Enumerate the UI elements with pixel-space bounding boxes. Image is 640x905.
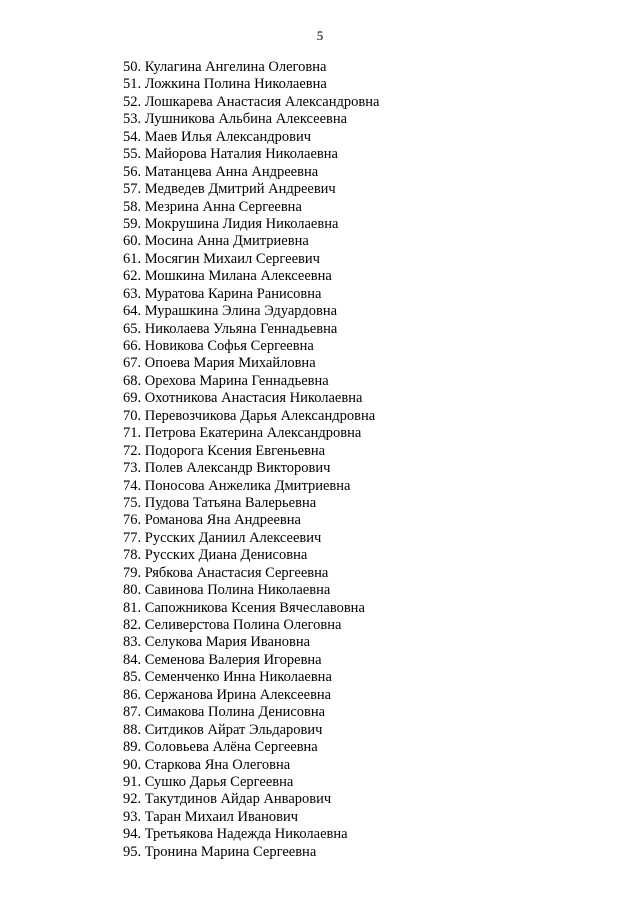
list-item: 92. Такутдинов Айдар Анварович xyxy=(123,791,332,808)
list-item: 85. Семенченко Инна Николаевна xyxy=(123,669,332,686)
list-item: 52. Лошкарева Анастасия Александровна xyxy=(123,93,380,110)
list-item: 61. Мосягин Михаил Сергеевич xyxy=(123,250,320,267)
list-item: 63. Муратова Карина Ранисовна xyxy=(123,285,322,302)
list-item: 72. Подорога Ксения Евгеньевна xyxy=(123,442,326,459)
list-item: 82. Селиверстова Полина Олеговна xyxy=(123,617,342,633)
list-item: 64. Мурашкина Элина Эдуардовна xyxy=(123,303,338,320)
list-item: 88. Ситдиков Айрат Эльдарович xyxy=(123,721,323,738)
list-item: 94. Третьякова Надежда Николаевна xyxy=(123,826,348,843)
list-item: 51. Ложкина Полина Николаевна xyxy=(123,76,327,93)
list-item: 71. Петрова Екатерина Александровна xyxy=(123,425,362,442)
list-item: 79. Рябкова Анастасия Сергеевна xyxy=(123,564,329,581)
list-item: 81. Сапожникова Ксения Вячеславовна xyxy=(123,599,365,616)
list-item: 53. Лушникова Альбина Алексеевна xyxy=(123,111,348,128)
list-item: 56. Матанцева Анна Андреевна xyxy=(123,163,319,180)
list-item: 90. Старкова Яна Олеговна xyxy=(123,756,291,773)
list-item: 84. Семенова Валерия Игоревна xyxy=(123,651,322,668)
list-item: 80. Савинова Полина Николаевна xyxy=(123,582,331,599)
list-item: 77. Русских Даниил Алексеевич xyxy=(123,529,322,546)
list-item: 75. Пудова Татьяна Валерьевна xyxy=(123,494,317,511)
list-item: 78. Русских Диана Денисовна xyxy=(123,547,308,564)
list-item: 55. Майорова Наталия Николаевна xyxy=(123,146,338,163)
list-item: 70. Перевозчикова Дарья Александровна xyxy=(123,407,376,424)
list-item: 68. Орехова Марина Геннадьевна xyxy=(123,372,329,389)
list-item: 69. Охотникова Анастасия Николаевна xyxy=(123,390,363,407)
list-item: 65. Николаева Ульяна Геннадьевна xyxy=(123,320,338,337)
list-item: 89. Соловьева Алёна Сергеевна xyxy=(123,739,318,756)
name-list xyxy=(123,59,379,861)
list-item: 54. Маев Илья Александрович xyxy=(123,128,312,145)
list-item: 93. Таран Михаил Иванович xyxy=(123,808,298,825)
list-item: 60. Мосина Анна Дмитриевна xyxy=(123,233,309,250)
list-item: 74. Поносова Анжелика Дмитриевна xyxy=(123,477,351,494)
list-item: 76. Романова Яна Андреевна xyxy=(123,512,301,529)
list-item: 66. Новикова Софья Сергеевна xyxy=(123,338,314,354)
list-item: 95. Тронина Марина Сергеевна xyxy=(123,843,317,860)
list-item: 86. Сержанова Ирина Алексеевна xyxy=(123,686,332,703)
list-item: 59. Мокрушина Лидия Николаевна xyxy=(123,215,339,232)
list-item: 57. Медведев Дмитрий Андреевич xyxy=(123,181,336,198)
list-item: 50. Кулагина Ангелина Олеговна xyxy=(123,59,327,75)
list-item: 62. Мошкина Милана Алексеевна xyxy=(123,268,332,285)
list-item: 73. Полев Александр Викторович xyxy=(123,460,331,477)
list-item: 87. Симакова Полина Денисовна xyxy=(123,704,326,721)
list-item: 91. Сушко Дарья Сергеевна xyxy=(123,773,294,790)
list-item: 67. Опоева Мария Михайловна xyxy=(123,355,316,372)
page-number: 5 xyxy=(316,28,324,43)
list-item: 83. Селукова Мария Ивановна xyxy=(123,634,311,651)
list-item: 58. Мезрина Анна Сергеевна xyxy=(123,198,302,215)
